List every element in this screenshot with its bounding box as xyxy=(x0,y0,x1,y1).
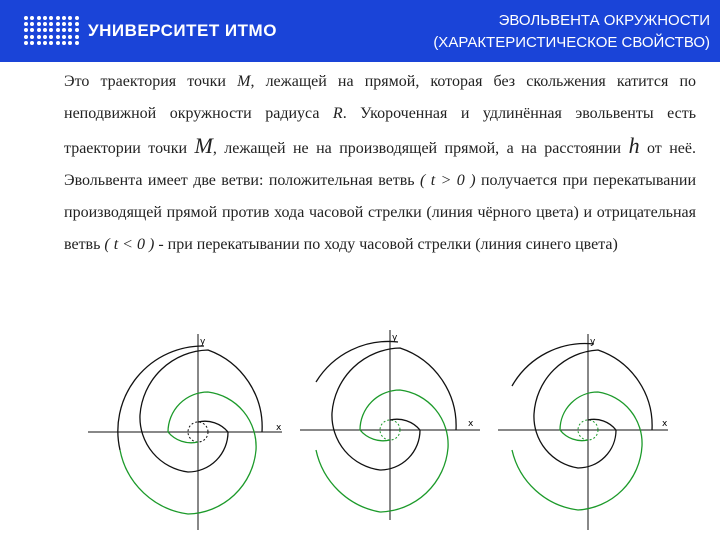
body-paragraph xyxy=(64,66,696,261)
y-axis-label: y xyxy=(392,333,398,343)
text-seg4: , лежащей не на производящей прямой, а на расстоянии xyxy=(212,140,629,157)
positive-branch-curve xyxy=(332,348,456,470)
text-seg3: . Укороченная и удлинённая эвольвенты есть траектории точки xyxy=(64,105,696,157)
body-text xyxy=(64,66,696,261)
x-axis-label: x xyxy=(468,419,474,429)
text-seg7: - при перекатывании по ходу часовой стрелки (линия синего цвета) xyxy=(154,236,618,253)
x-axis-label: x xyxy=(662,419,668,429)
y-axis-label: y xyxy=(590,337,596,347)
text-seg2: , лежащей на прямой, которая без скольжения катится по неподвижной окружности радиуса xyxy=(64,73,697,122)
itmo-logo[interactable] xyxy=(24,16,277,46)
math-h: h xyxy=(628,133,640,158)
figure-2 xyxy=(300,330,480,520)
positive-branch-curve xyxy=(534,350,652,468)
logo-text: УНИВЕРСИТЕТ ИТМО xyxy=(88,21,277,40)
math-M-2: M xyxy=(194,133,213,158)
slide-title-line2: (ХАРАКТЕРИСТИЧЕСКОЕ СВОЙСТВО) xyxy=(433,34,710,51)
slide-title-line1: ЭВОЛЬВЕНТА ОКРУЖНОСТИ xyxy=(498,12,710,29)
y-axis-label: y xyxy=(200,337,206,347)
x-axis-label: x xyxy=(276,423,282,433)
math-M-1: M xyxy=(237,73,251,90)
math-t-negative: ( t < 0 ) xyxy=(104,236,155,253)
outer-branch-curve xyxy=(316,341,398,382)
header-bar xyxy=(0,0,720,62)
text-seg5: от неё. Эвольвента имеет две ветви: положительная ветвь xyxy=(64,140,697,189)
negative-branch-curve xyxy=(316,390,448,512)
math-t-positive: ( t > 0 ) xyxy=(420,172,476,189)
text-seg1: Это траектория точки xyxy=(64,73,238,90)
outer-branch-curve xyxy=(512,344,594,386)
slide-title xyxy=(433,10,710,54)
figure-3 xyxy=(498,334,668,530)
involute-figures xyxy=(0,320,720,540)
outer-branch-curve xyxy=(118,346,204,450)
figure-1 xyxy=(88,334,282,530)
negative-branch-curve xyxy=(512,392,642,510)
text-seg6: получается при перекатывании производящей прямой против хода часовой стрелки (линия чёрного цвета) и отрицательная ветвь xyxy=(64,172,697,253)
math-R: R xyxy=(332,105,343,122)
logo-dots-icon xyxy=(24,16,80,46)
